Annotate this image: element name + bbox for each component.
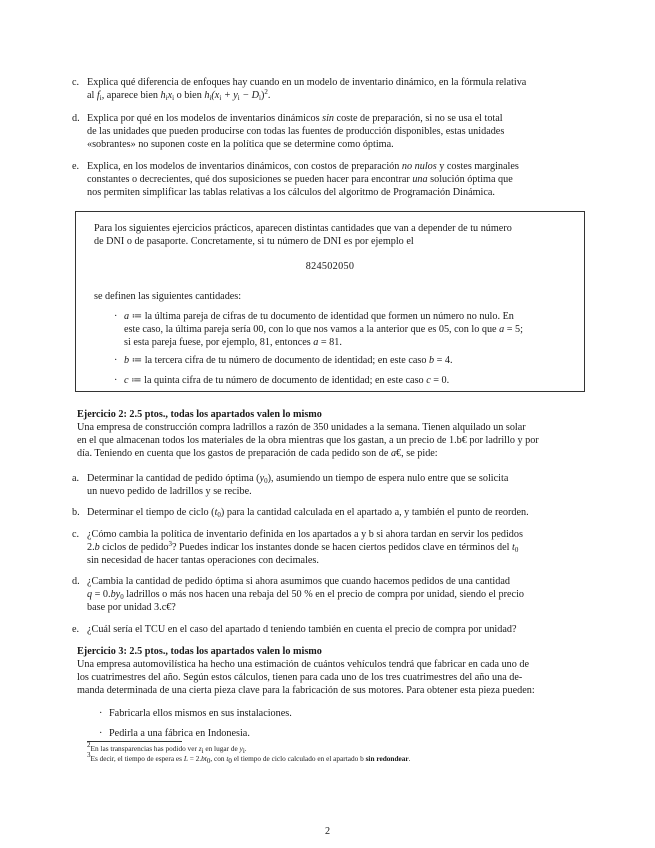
question-d <box>72 112 577 152</box>
box-intro <box>94 222 569 248</box>
item-a-line2: un nuevo pedido de ladrillos y se recibe. <box>87 486 252 498</box>
exercise-2-line2: en el que almacenan todos los materiales de la obra mientras que los gastan, a un precio de 1.b€ por ladrillo y por <box>77 435 539 447</box>
exercise-3-option-1 <box>99 707 292 720</box>
bullet-icon: · <box>99 708 103 719</box>
definition-a <box>114 310 566 350</box>
item-c-line1: ¿Cómo cambia la política de inventario definida en los apartados a y b si ahora tardan en servir los pedidos <box>87 529 523 540</box>
item-c-line2: 2.b ciclos de pedido$^3$? Puedes indicar los instantes donde se hacen ciertos pedidos clave en términos del $t_0$ <box>87 540 519 555</box>
option-2-text: Pedirla a una fábrica en Indonesia. <box>109 728 250 739</box>
question-e-line3: nos permiten simplificar las tablas relativas a los cálculos del algoritmo de Programación Dinámica. <box>87 187 495 199</box>
exercise-3-statement <box>77 658 578 698</box>
exercise-2-item-b <box>72 506 577 519</box>
item-d-line3: base por unidad 3.c€? <box>87 602 176 614</box>
item-e-label: e. <box>72 624 80 635</box>
definition-b-line: b ≔ la tercera cifra de tu número de documento de identidad; en este caso b = 4. <box>124 355 453 366</box>
question-c-line1: Explica qué diferencia de enfoques hay cuando en un modelo de inventario dinámico, en la fórmula relativa <box>87 77 527 88</box>
question-e-line1: Explica, en los modelos de inventarios dinámicos, con costos de preparación no nulos y costes marginales <box>87 161 519 172</box>
dni-info-box <box>75 211 585 392</box>
exercise-2-statement <box>77 421 578 461</box>
item-a-label: a. <box>72 473 80 484</box>
bullet-icon: · <box>114 375 118 386</box>
item-c-label: c. <box>72 529 80 540</box>
bullet-icon: · <box>99 728 103 739</box>
box-intro-line2: de DNI o de pasaporte. Concretamente, si tu número de DNI es por ejemplo el <box>94 236 414 248</box>
item-d-line1: ¿Cambia la cantidad de pedido óptima si ahora asumimos que cuando hacemos pedidos de una cantidad <box>87 576 510 587</box>
item-b-label: b. <box>72 507 80 518</box>
question-d-line2: de las unidades que pueden producirse con todas las fuentes de producción disponibles, estas unidades <box>87 126 505 138</box>
question-d-line1: Explica por qué en los modelos de inventarios dinámicos sin coste de preparación, si no se usa el total <box>87 113 503 124</box>
question-e-label: e. <box>72 161 80 172</box>
item-a-line1: Determinar la cantidad de pedido óptima $(y_0)$, asumiendo un tiempo de espera nulo entre que se solicita <box>87 473 509 485</box>
exercise-2-title: Ejercicio 2: 2.5 ptos., todas los apartados valen lo mismo <box>77 409 322 420</box>
exercise-3-title: Ejercicio 3: 2.5 ptos., todas los apartados valen lo mismo <box>77 646 322 657</box>
definition-c <box>114 374 566 387</box>
question-e-line2: constantes o decrecientes, qué dos suposiciones se pueden hacer para encontrar una solución óptima que <box>87 174 513 186</box>
footnote-3: $^3$Es decir, el tiempo de espera es $L = 2.bt_0$, con $t_0$ el tiempo de ciclo calculado en el apartado b sin redondear. <box>87 751 411 765</box>
footnote-2: $^2$En las transparencias has podido ver $z_i$ en lugar de $y_i$. <box>87 741 247 755</box>
item-d-label: d. <box>72 576 80 587</box>
question-e <box>72 160 577 200</box>
dni-example: 824502050 <box>305 261 355 272</box>
question-c-label: c. <box>72 77 80 88</box>
definition-c-line: c ≔ la quinta cifra de tu número de documento de identidad; en este caso c = 0. <box>124 375 450 386</box>
question-c <box>72 76 577 103</box>
bullet-icon: · <box>114 311 118 322</box>
item-b-line1: Determinar el tiempo de ciclo $(t_0)$ para la cantidad calculada en el apartado a, y también el punto de reorden. <box>87 507 529 519</box>
definition-a-line2: este caso, la última pareja sería 00, con lo que nos vamos a la anterior que es 05, con lo que a = 5; <box>124 324 523 336</box>
question-d-label: d. <box>72 113 80 124</box>
question-d-line3: «sobrantes» no suponen coste en la política que se determine como óptima. <box>87 139 394 151</box>
bullet-icon: · <box>114 355 118 366</box>
definition-b <box>114 354 566 367</box>
definition-a-line3: si esta pareja fuese, por ejemplo, 81, entonces a = 81. <box>124 337 342 349</box>
exercise-3-line3: manda determinada de una cierta pieza clave para la fabricación de sus motores. Para obtener esta pieza pueden: <box>77 685 535 697</box>
item-e-line1: ¿Cuál sería el TCU en el caso del apartado d teniendo también en cuenta el precio de compra por unidad? <box>87 624 517 635</box>
option-1-text: Fabricarla ellos mismos en sus instalaciones. <box>109 708 292 719</box>
exercise-2-item-a <box>72 472 577 498</box>
exercise-3-option-2 <box>99 727 250 740</box>
footnote-divider <box>87 741 182 742</box>
exercise-2-item-d <box>72 575 577 615</box>
box-intro-line1: Para los siguientes ejercicios prácticos, aparecen distintas cantidades que van a depender de tu número <box>94 223 512 234</box>
exercise-2-item-e <box>72 623 577 636</box>
exercise-2-item-c <box>72 528 577 568</box>
question-c-line2: al $f_i$, aparece bien $h_ix_i$ o bien $h_i(x_i + y_i - D_i)^2$. <box>87 88 271 103</box>
definitions-intro: se definen las siguientes cantidades: <box>94 291 242 302</box>
exercise-3-line1: Una empresa automovilística ha hecho una estimación de cuántos vehículos tendrá que fabricar en cada uno de <box>77 659 530 670</box>
definition-a-line1: a ≔ la última pareja de cifras de tu documento de identidad que formen un número no nulo. En <box>124 311 514 322</box>
item-d-line2: $q = 0.by_0$ ladrillos o más nos hacen una rebaja del 50 % en el precio de compra por unidad, siendo el precio <box>87 589 524 602</box>
exercise-3-line2: los cuatrimestres del año. Según estos cálculos, tienen para cada uno de los tres cuatrimestres del año una de- <box>77 672 523 684</box>
exercise-2-line3: día. Teniendo en cuenta que los gastos de preparación de cada pedido son de a€, se pide: <box>77 448 438 460</box>
exercise-2-line1: Una empresa de construcción compra ladrillos a razón de 350 unidades a la semana. Tienen alquilado un solar <box>77 422 526 433</box>
page-number: 2 <box>324 826 331 837</box>
item-c-line3: sin necesidad de hacer tantas operaciones con decimales. <box>87 555 319 567</box>
